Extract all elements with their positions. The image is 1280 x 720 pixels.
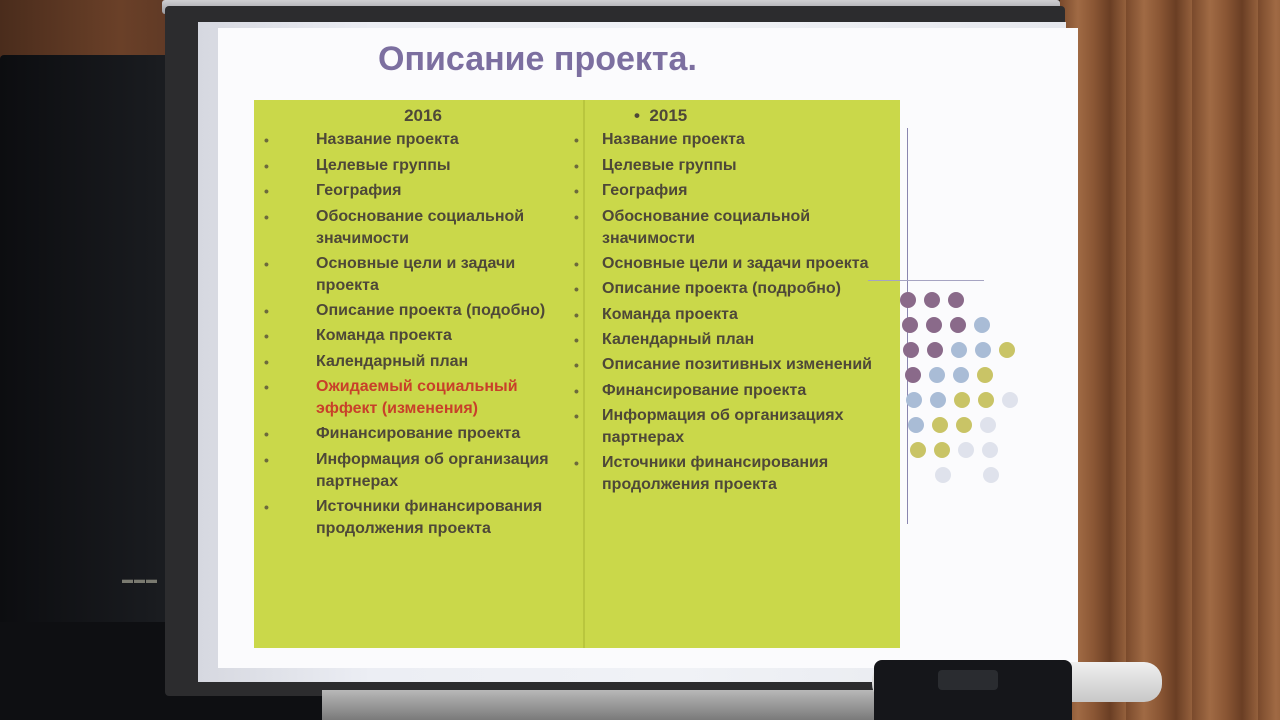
list-item	[574, 354, 894, 376]
decorative-dot	[910, 442, 926, 458]
decorative-dot	[932, 417, 948, 433]
list-item	[574, 206, 894, 250]
decorative-dot	[930, 392, 946, 408]
column-year-2015-label: 2015	[649, 106, 688, 125]
list-item-text: Описание проекта (подробно)	[602, 280, 841, 298]
list-item-text: Целевые группы	[602, 156, 737, 174]
decorative-dot	[954, 392, 970, 408]
list-item	[264, 180, 582, 202]
bullet-dot: •	[264, 451, 269, 468]
decorative-dot	[924, 292, 940, 308]
decorative-dot	[906, 392, 922, 408]
list-item-text: Ожидаемый социальный эффект (изменения)	[316, 378, 518, 418]
bullet-dot: •	[574, 157, 579, 174]
list-item	[574, 380, 894, 402]
bullet-dot: •	[574, 382, 579, 399]
bullet-dot: •	[574, 331, 579, 348]
decorative-dot	[953, 367, 969, 383]
slide-title: Описание проекта.	[378, 40, 697, 78]
decorative-dot	[935, 467, 951, 483]
list-item	[264, 376, 582, 420]
list-item-text: Финансирование проекта	[602, 381, 807, 399]
decorative-dot	[982, 442, 998, 458]
decorative-dot	[902, 317, 918, 333]
decorative-dot	[978, 392, 994, 408]
item-list-2016	[264, 129, 582, 540]
bullet-dot: •	[574, 455, 579, 472]
bullet-dot: •	[574, 208, 579, 225]
list-item	[574, 180, 894, 202]
list-item-text: Основные цели и задачи проекта	[602, 254, 869, 272]
list-item	[574, 405, 894, 449]
projector-panel	[938, 670, 998, 690]
bullet-dot: •	[634, 106, 650, 125]
list-item-text: Календарный план	[316, 352, 469, 370]
list-item	[264, 129, 582, 151]
list-item-text: Название проекта	[316, 131, 459, 149]
bullet-dot: •	[264, 426, 269, 443]
bullet-dot: •	[264, 132, 269, 149]
decorative-dot	[934, 442, 950, 458]
list-item-text: Календарный план	[602, 330, 755, 348]
list-item-text: Название проекта	[602, 131, 745, 149]
list-item-text: Обоснование социальной значимости	[316, 207, 525, 247]
decorative-dot	[929, 367, 945, 383]
decorative-dot	[927, 342, 943, 358]
decorative-dot	[950, 317, 966, 333]
bullet-dot: •	[574, 183, 579, 200]
decorative-dot	[900, 292, 916, 308]
bullet-dot: •	[264, 208, 269, 225]
bullet-dot: •	[264, 379, 269, 396]
decorative-dot	[980, 417, 996, 433]
decorative-dot	[951, 342, 967, 358]
decorative-dot	[975, 342, 991, 358]
screen-bottom-bar	[322, 690, 882, 720]
list-item-text: Информация об организация партнерах	[316, 450, 549, 490]
list-item-text: Источники финансирования продолжения проекта	[602, 454, 829, 494]
list-item-text: Информация об организациях партнерах	[602, 407, 844, 447]
decorative-dot-grid	[900, 292, 1040, 502]
list-item-text: Основные цели и задачи проекта	[316, 254, 516, 294]
list-item	[264, 325, 582, 347]
decorative-dot	[983, 467, 999, 483]
list-item	[574, 129, 894, 151]
bullet-dot: •	[264, 183, 269, 200]
decorative-horizontal-line	[868, 280, 984, 281]
list-item-text: Целевые группы	[316, 156, 451, 174]
list-item	[264, 423, 582, 445]
column-year-2015	[574, 104, 894, 127]
list-item-text: Команда проекта	[602, 305, 738, 323]
decorative-dot	[977, 367, 993, 383]
list-item	[264, 155, 582, 177]
item-list-2015	[574, 129, 894, 496]
list-item-text: Источники финансирования продолжения проекта	[316, 497, 543, 537]
bullet-dot: •	[574, 357, 579, 374]
list-item-text: География	[316, 182, 402, 200]
decorative-dot	[1002, 392, 1018, 408]
projector	[874, 660, 1072, 720]
decorative-dot	[905, 367, 921, 383]
bullet-dot: •	[264, 353, 269, 370]
list-item-text: География	[602, 182, 688, 200]
list-item-text: Описание проекта (подобно)	[316, 301, 546, 319]
bullet-dot: •	[264, 498, 269, 515]
decorative-dot	[958, 442, 974, 458]
decorative-dot	[999, 342, 1015, 358]
bullet-dot: •	[574, 281, 579, 298]
list-item	[264, 496, 582, 540]
speaker-logo: ▬▬▬	[122, 574, 158, 586]
bullet-dot: •	[264, 328, 269, 345]
decorative-dot	[926, 317, 942, 333]
list-item-text: Финансирование проекта	[316, 425, 521, 443]
list-item	[264, 253, 582, 297]
bullet-dot: •	[574, 255, 579, 272]
list-item	[264, 449, 582, 493]
list-item-text: Команда проекта	[316, 327, 452, 345]
curtain	[1060, 0, 1280, 720]
list-item	[574, 253, 894, 275]
decorative-dot	[903, 342, 919, 358]
decorative-dot	[948, 292, 964, 308]
bullet-dot: •	[264, 157, 269, 174]
bullet-dot: •	[574, 306, 579, 323]
decorative-dot	[974, 317, 990, 333]
list-item	[574, 155, 894, 177]
bullet-dot: •	[574, 408, 579, 425]
bullet-dot: •	[264, 302, 269, 319]
column-year-2016: 2016	[404, 106, 442, 125]
list-item	[574, 329, 894, 351]
list-item	[264, 351, 582, 373]
list-item-text: Описание позитивных изменений	[602, 356, 872, 374]
decorative-dot	[908, 417, 924, 433]
column-2015	[574, 104, 894, 499]
list-item	[264, 300, 582, 322]
list-item-text: Обоснование социальной значимости	[602, 207, 811, 247]
list-item	[574, 278, 894, 300]
bullet-dot: •	[574, 132, 579, 149]
bullet-dot: •	[264, 255, 269, 272]
decorative-dot	[956, 417, 972, 433]
list-item	[574, 304, 894, 326]
column-2016	[264, 104, 582, 543]
list-item	[574, 452, 894, 496]
list-item	[264, 206, 582, 250]
